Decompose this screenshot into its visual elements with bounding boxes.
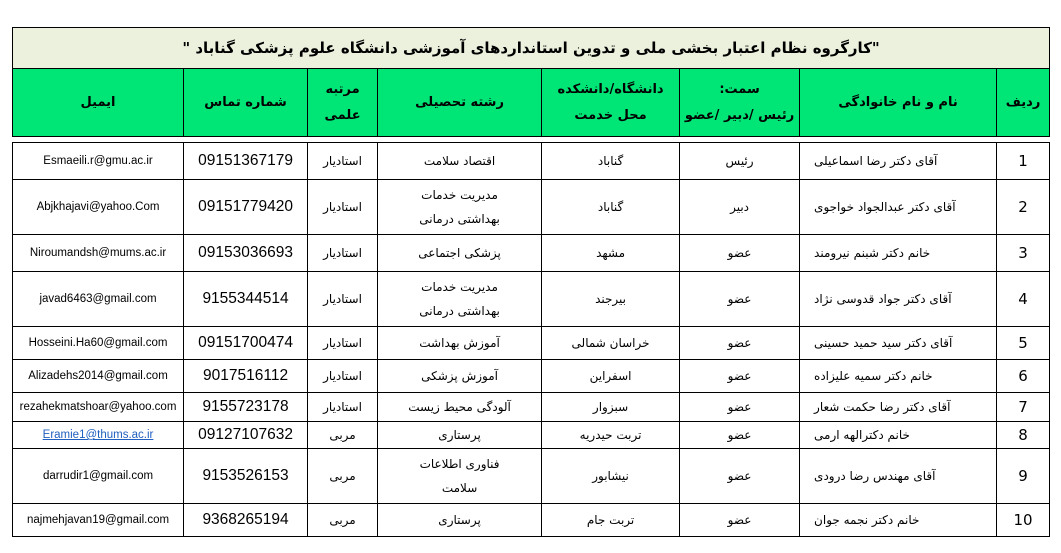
header-row-number: ردیف <box>997 69 1050 137</box>
row-number: 6 <box>997 360 1050 393</box>
member-email: Alizadehs2014@gmail.com <box>13 360 184 393</box>
member-field-line: پزشکی اجتماعی <box>418 246 501 260</box>
member-field-line: پرستاری <box>438 428 481 442</box>
member-field-line: آلودگی محیط زیست <box>408 400 511 414</box>
member-university: سبزوار <box>542 393 680 422</box>
member-phone: 9368265194 <box>184 504 308 537</box>
member-name: آقای دکتر رضا اسماعیلی <box>800 143 997 180</box>
row-number: 2 <box>997 180 1050 235</box>
member-field <box>378 504 542 537</box>
member-rank: استادیار <box>308 360 378 393</box>
table-row <box>13 393 1050 422</box>
member-phone: 9155723178 <box>184 393 308 422</box>
member-role: رئیس <box>680 143 800 180</box>
member-phone: 09151700474 <box>184 327 308 360</box>
row-number: 1 <box>997 143 1050 180</box>
header-rank-line1: مرتبه <box>325 81 360 97</box>
row-number: 8 <box>997 422 1050 449</box>
member-name: آقای مهندس رضا درودی <box>800 449 997 504</box>
header-rank <box>308 69 378 137</box>
member-email: Hosseini.Ha60@gmail.com <box>13 327 184 360</box>
header-university-line1: دانشگاه/دانشکده <box>557 81 664 97</box>
member-university: تربت جام <box>542 504 680 537</box>
member-email <box>13 422 184 449</box>
table-row <box>13 180 1050 235</box>
member-field <box>378 327 542 360</box>
member-role: عضو <box>680 360 800 393</box>
member-field-line: آموزش پزشکی <box>421 369 498 383</box>
member-phone: 09151779420 <box>184 180 308 235</box>
table-row <box>13 360 1050 393</box>
member-field-line: بهداشتی درمانی <box>419 304 500 318</box>
member-email: rezahekmatshoar@yahoo.com <box>13 393 184 422</box>
member-phone: 09153036693 <box>184 235 308 272</box>
header-role-line1: سمت: <box>719 81 760 97</box>
member-role: عضو <box>680 327 800 360</box>
member-name: آقای دکتر رضا حکمت شعار <box>800 393 997 422</box>
member-name: آقای دکتر جواد قدوسی نژاد <box>800 272 997 327</box>
row-number: 5 <box>997 327 1050 360</box>
member-university: بیرجند <box>542 272 680 327</box>
member-phone: 9155344514 <box>184 272 308 327</box>
member-field-line: پرستاری <box>438 513 481 527</box>
member-field-line: فناوری اطلاعات <box>419 457 500 471</box>
member-rank: مربی <box>308 422 378 449</box>
member-phone: 9153526153 <box>184 449 308 504</box>
member-name: آقای دکتر عبدالجواد خواجوی <box>800 180 997 235</box>
row-number: 4 <box>997 272 1050 327</box>
member-role: عضو <box>680 449 800 504</box>
members-table <box>12 27 1050 537</box>
member-field-line: بهداشتی درمانی <box>419 212 500 226</box>
header-role-line2: رئیس /دبیر /عضو <box>684 107 795 123</box>
member-name: آقای دکتر سید حمید حسینی <box>800 327 997 360</box>
member-role: عضو <box>680 504 800 537</box>
member-field <box>378 235 542 272</box>
member-rank: استادیار <box>308 235 378 272</box>
row-number: 3 <box>997 235 1050 272</box>
member-phone: 9017516112 <box>184 360 308 393</box>
member-field <box>378 449 542 504</box>
member-email: najmehjavan19@gmail.com <box>13 504 184 537</box>
email-link[interactable]: Eramie1@thums.ac.ir <box>42 429 154 441</box>
member-field <box>378 422 542 449</box>
member-field-line: اقتصاد سلامت <box>423 154 496 168</box>
member-field <box>378 180 542 235</box>
member-name: خانم دکتر شبنم نیرومند <box>800 235 997 272</box>
member-rank: استادیار <box>308 180 378 235</box>
header-role <box>680 69 800 137</box>
member-email: Niroumandsh@mums.ac.ir <box>13 235 184 272</box>
member-university: گناباد <box>542 143 680 180</box>
member-email: Esmaeili.r@gmu.ac.ir <box>13 143 184 180</box>
members-body <box>13 143 1050 537</box>
member-name: خانم دکتر سمیه علیزاده <box>800 360 997 393</box>
row-number: 9 <box>997 449 1050 504</box>
member-field <box>378 143 542 180</box>
table-row <box>13 272 1050 327</box>
member-rank: استادیار <box>308 272 378 327</box>
header-email: ایمیل <box>13 69 184 137</box>
table-row <box>13 143 1050 180</box>
table-title: "کارگروه نظام اعتبار بخشی ملی و تدوین استانداردهای آموزشی دانشگاه علوم پزشکی گناباد " <box>13 28 1050 69</box>
header-field: رشته تحصیلی <box>378 69 542 137</box>
table-row <box>13 504 1050 537</box>
header-university-line2: محل خدمت <box>574 107 647 123</box>
member-field <box>378 272 542 327</box>
member-role: عضو <box>680 422 800 449</box>
member-rank: استادیار <box>308 393 378 422</box>
table-row <box>13 327 1050 360</box>
member-university: گناباد <box>542 180 680 235</box>
row-number: 7 <box>997 393 1050 422</box>
member-name: خانم دکترالهه ارمی <box>800 422 997 449</box>
member-email: javad6463@gmail.com <box>13 272 184 327</box>
member-phone: 09151367179 <box>184 143 308 180</box>
member-role: عضو <box>680 272 800 327</box>
header-university <box>542 69 680 137</box>
member-rank: مربی <box>308 504 378 537</box>
member-role: دبیر <box>680 180 800 235</box>
member-rank: مربی <box>308 449 378 504</box>
member-email: Abjkhajavi@yahoo.Com <box>13 180 184 235</box>
table-row <box>13 449 1050 504</box>
member-university: خراسان شمالی <box>542 327 680 360</box>
member-rank: استادیار <box>308 327 378 360</box>
header-rank-line2: علمی <box>324 107 361 123</box>
member-rank: استادیار <box>308 143 378 180</box>
member-university: اسفراین <box>542 360 680 393</box>
member-email: darrudir1@gmail.com <box>13 449 184 504</box>
member-role: عضو <box>680 393 800 422</box>
header-name: نام و نام خانوادگی <box>800 69 997 137</box>
member-field <box>378 360 542 393</box>
members-sheet <box>12 27 1049 537</box>
member-university: تربت حیدریه <box>542 422 680 449</box>
member-university: مشهد <box>542 235 680 272</box>
row-number: 10 <box>997 504 1050 537</box>
member-field-line: سلامت <box>441 481 478 495</box>
member-field-line: مدیریت خدمات <box>421 280 498 294</box>
member-field-line: مدیریت خدمات <box>421 188 498 202</box>
member-phone: 09127107632 <box>184 422 308 449</box>
table-row <box>13 422 1050 449</box>
member-name: خانم دکتر نجمه جوان <box>800 504 997 537</box>
member-field-line: آموزش بهداشت <box>419 336 500 350</box>
header-phone: شماره تماس <box>184 69 308 137</box>
member-field <box>378 393 542 422</box>
member-role: عضو <box>680 235 800 272</box>
table-row <box>13 235 1050 272</box>
member-university: نیشابور <box>542 449 680 504</box>
